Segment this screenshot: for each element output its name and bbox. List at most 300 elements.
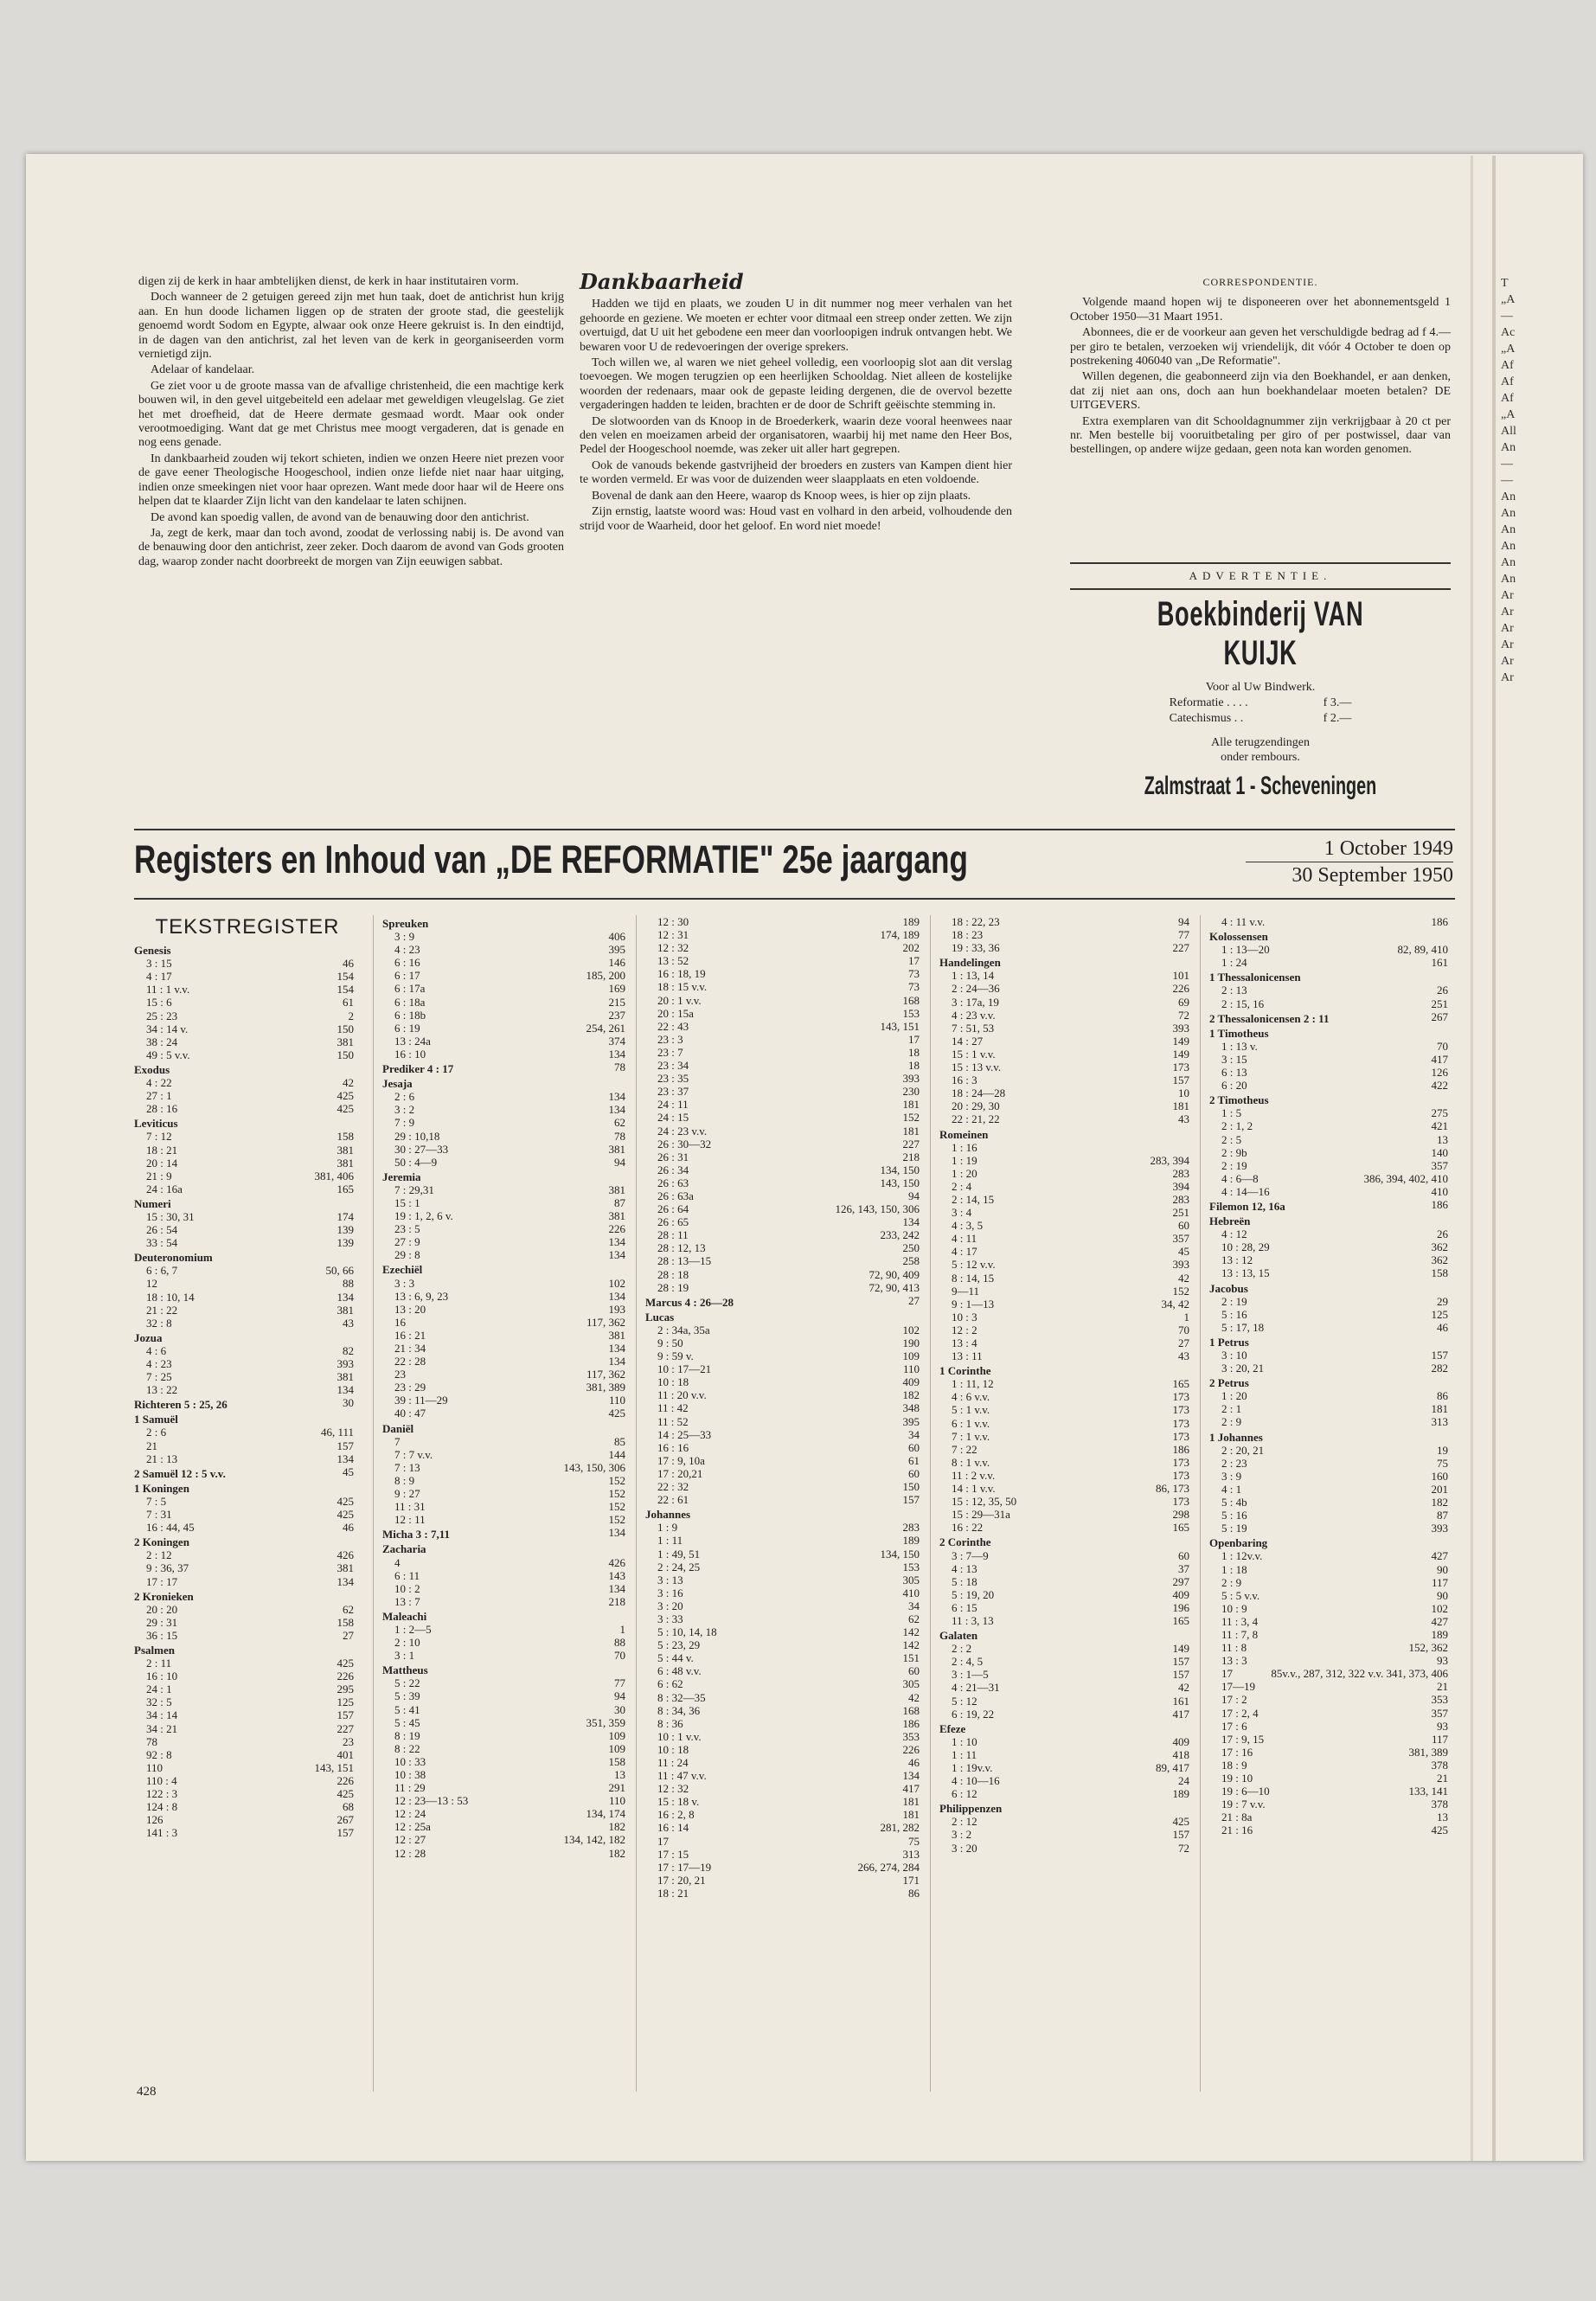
register-entry-row bbox=[645, 1150, 926, 1163]
verse-reference: 2 : 23 bbox=[1221, 1456, 1247, 1470]
verse-reference: 2 : 15, 16 bbox=[1221, 997, 1265, 1010]
page-references: 226 bbox=[902, 1742, 920, 1756]
verse-reference: 11 : 52 bbox=[657, 1414, 689, 1428]
register-entry-row bbox=[1209, 1146, 1455, 1159]
verse-reference: 8 : 22 bbox=[394, 1741, 420, 1755]
verse-reference: 12 : 32 bbox=[657, 1782, 689, 1796]
register-entry-row bbox=[382, 930, 632, 943]
page-references: 158 bbox=[608, 1754, 625, 1768]
verse-reference: 26 : 65 bbox=[657, 1215, 689, 1229]
page-references: 94 bbox=[614, 1689, 625, 1703]
verse-reference: 17 bbox=[657, 1834, 669, 1848]
edge-fragment: Af bbox=[1501, 359, 1514, 372]
verse-reference: 24 : 23 v.v. bbox=[657, 1124, 708, 1138]
register-entry-row bbox=[1209, 1667, 1455, 1680]
verse-reference: 20 : 14 bbox=[146, 1156, 178, 1170]
verse-reference: 5 : 17, 18 bbox=[1221, 1320, 1265, 1334]
verse-reference: 6 : 17 bbox=[394, 969, 420, 983]
paragraph: Volgende maand hopen wij te disponeeren over het abonnementsgeld 1 October 1950—31 Maart 1951. bbox=[1070, 296, 1451, 324]
verse-reference: 16 bbox=[394, 1315, 406, 1329]
register-entry-row bbox=[1209, 1457, 1455, 1470]
verse-reference: 126 bbox=[146, 1813, 163, 1827]
register-entry-row bbox=[382, 996, 632, 1009]
page-references: 134 bbox=[608, 1526, 625, 1540]
register-column bbox=[134, 915, 361, 2092]
verse-reference: 11 : 47 v.v. bbox=[657, 1769, 707, 1783]
page-references: 181 bbox=[902, 1098, 920, 1112]
verse-reference: 11 : 2 v.v. bbox=[952, 1468, 996, 1482]
register-entry-row bbox=[645, 1467, 926, 1480]
page-references: 182 bbox=[1431, 1496, 1448, 1509]
page-references: 34 bbox=[908, 1599, 920, 1612]
register-entry-row bbox=[1209, 1602, 1455, 1615]
register-entry-row bbox=[382, 1035, 632, 1048]
register-entry-row bbox=[382, 1807, 632, 1820]
register-entry-row bbox=[939, 1430, 1196, 1443]
register-book-row bbox=[1209, 1198, 1455, 1213]
register-entry-row bbox=[1209, 1720, 1455, 1733]
page-references: 134 bbox=[337, 1383, 354, 1397]
page-references: 226 bbox=[337, 1773, 354, 1787]
volume-dates bbox=[1246, 836, 1453, 888]
verse-reference: 13 : 6, 9, 23 bbox=[394, 1289, 449, 1303]
register-entry-row bbox=[382, 943, 632, 956]
verse-reference: 28 : 12, 13 bbox=[657, 1241, 706, 1255]
verse-reference: 12 : 23—13 : 53 bbox=[394, 1794, 469, 1808]
page-references: 21 bbox=[1437, 1772, 1448, 1785]
register-entry-row bbox=[134, 1629, 361, 1642]
register-entry-row bbox=[134, 1102, 361, 1115]
register-column bbox=[930, 915, 1196, 2092]
page-references: 357 bbox=[1172, 1232, 1189, 1246]
verse-reference: 17 : 20,21 bbox=[657, 1466, 703, 1480]
page-references: 134 bbox=[608, 1103, 625, 1117]
register-entry-row bbox=[645, 915, 926, 928]
verse-reference: 28 : 18 bbox=[657, 1267, 689, 1281]
page-references: 93 bbox=[1437, 1719, 1448, 1733]
book-name: Jeremia bbox=[382, 1170, 421, 1183]
verse-reference: 6 : 13 bbox=[1221, 1066, 1247, 1080]
page-references: 189 bbox=[1431, 1627, 1448, 1641]
register-entry-row bbox=[645, 1782, 926, 1795]
verse-reference: 2 : 24, 25 bbox=[657, 1560, 701, 1574]
register-entry-row bbox=[382, 1556, 632, 1569]
verse-reference: 16 : 10 bbox=[146, 1670, 178, 1683]
verse-reference: 24 : 15 bbox=[657, 1111, 689, 1125]
register-entry-row bbox=[645, 1349, 926, 1362]
page-references: 94 bbox=[908, 1189, 920, 1202]
book-name: Philippenzen bbox=[939, 1802, 1003, 1816]
page-references: 283 bbox=[1172, 1166, 1189, 1180]
price-item: Catechismus . . bbox=[1169, 712, 1244, 725]
register-entry-row bbox=[939, 1482, 1196, 1495]
verse-reference: 19 : 7 v.v. bbox=[1221, 1798, 1266, 1811]
book-name: Exodus bbox=[134, 1062, 170, 1076]
verse-reference: 21 : 9 bbox=[146, 1169, 172, 1183]
verse-reference: 26 : 30—32 bbox=[657, 1137, 712, 1150]
register-book-row bbox=[382, 1608, 632, 1623]
page-references: 69 bbox=[1178, 995, 1189, 1009]
page-references: 143, 151 bbox=[314, 1760, 354, 1774]
register-entry-row bbox=[645, 1548, 926, 1561]
page-references: 161 bbox=[1431, 956, 1448, 970]
advertisement bbox=[1070, 562, 1451, 801]
verse-reference: 4 : 23 bbox=[394, 943, 420, 957]
page-references: 381 bbox=[337, 1143, 354, 1157]
verse-reference: 13 : 7 bbox=[394, 1594, 420, 1608]
page-references: 82, 89, 410 bbox=[1397, 943, 1448, 957]
page-references: 134 bbox=[608, 1289, 625, 1303]
verse-reference: 15 : 18 v. bbox=[657, 1795, 700, 1809]
book-name: Ezechiël bbox=[382, 1263, 423, 1277]
page-references: 90 bbox=[1437, 1588, 1448, 1602]
verse-reference: 7 : 13 bbox=[394, 1460, 420, 1474]
register-entry-row bbox=[645, 1730, 926, 1743]
register-book-row bbox=[939, 1800, 1196, 1815]
register-entry-row bbox=[382, 1355, 632, 1368]
register-entry-row bbox=[1209, 1240, 1455, 1253]
verse-reference: 17 bbox=[1221, 1667, 1233, 1681]
page-references: 218 bbox=[902, 1150, 920, 1163]
verse-reference: 40 : 47 bbox=[394, 1407, 426, 1420]
page-references: 426 bbox=[608, 1555, 625, 1569]
register-entry-row bbox=[939, 1193, 1196, 1206]
page-references: 185, 200 bbox=[586, 969, 625, 983]
edge-fragment: Af bbox=[1501, 375, 1514, 388]
register-entry-row bbox=[382, 982, 632, 995]
register-book-row bbox=[134, 1534, 361, 1548]
page-references: 181 bbox=[902, 1795, 920, 1809]
register-entry-row bbox=[1209, 1576, 1455, 1589]
register-entry-row bbox=[645, 1375, 926, 1388]
register-book-row bbox=[645, 1309, 926, 1324]
register-entry-row bbox=[939, 941, 1196, 954]
register-column bbox=[373, 915, 632, 2092]
register-entry-row bbox=[134, 1426, 361, 1439]
page-references: 21 bbox=[1437, 1680, 1448, 1694]
page-references: 165 bbox=[1172, 1613, 1189, 1627]
book-name: 2 Kronieken bbox=[134, 1589, 194, 1603]
edge-fragment: „A bbox=[1501, 408, 1516, 421]
register-entry-row bbox=[645, 1362, 926, 1375]
page-references: 117 bbox=[1431, 1732, 1448, 1746]
verse-reference: 6 : 6, 7 bbox=[146, 1264, 178, 1278]
register-entry-row bbox=[939, 1154, 1196, 1167]
verse-reference: 22 : 61 bbox=[657, 1493, 689, 1507]
verse-reference: 21 : 13 bbox=[146, 1452, 178, 1465]
verse-reference: 1 : 5 bbox=[1221, 1106, 1242, 1120]
verse-reference: 14 : 27 bbox=[952, 1034, 984, 1048]
verse-reference: 28 : 13—15 bbox=[657, 1254, 712, 1268]
verse-reference: 21 : 16 bbox=[1221, 1823, 1253, 1837]
register-entry-row bbox=[1209, 997, 1455, 1010]
page-references: 425 bbox=[608, 1407, 625, 1420]
register-entry-row bbox=[1209, 1444, 1455, 1457]
verse-reference: 5 : 41 bbox=[394, 1702, 420, 1716]
verse-reference: 1 : 20 bbox=[1221, 1389, 1247, 1403]
verse-reference: 12 bbox=[146, 1277, 157, 1291]
register-book-row bbox=[134, 1330, 361, 1344]
page-references: 157 bbox=[1172, 1655, 1189, 1669]
register-entry-row bbox=[134, 1748, 361, 1761]
verse-reference: 7 bbox=[394, 1434, 401, 1448]
verse-reference: 2 : 12 bbox=[952, 1815, 977, 1829]
page-references: 173 bbox=[1172, 1455, 1189, 1469]
verse-reference: 21 : 8a bbox=[1221, 1811, 1253, 1824]
page-references: 152 bbox=[608, 1500, 625, 1514]
page-references: 409 bbox=[1172, 1734, 1189, 1748]
verse-reference: 4 : 23 v.v. bbox=[952, 1008, 996, 1022]
verse-reference: 23 : 5 bbox=[394, 1222, 420, 1236]
page-references: 158 bbox=[1431, 1266, 1448, 1280]
register-entry-row bbox=[134, 1035, 361, 1048]
register-entry-row bbox=[939, 1828, 1196, 1841]
verse-reference: 1 : 9 bbox=[657, 1521, 678, 1535]
page-references: 313 bbox=[902, 1847, 920, 1861]
register-entry-row bbox=[134, 1183, 361, 1195]
register-entry-row bbox=[382, 1116, 632, 1129]
verse-reference: 10 : 33 bbox=[394, 1754, 426, 1768]
page-references: 149 bbox=[1172, 1047, 1189, 1061]
verse-reference: 20 : 29, 30 bbox=[952, 1099, 1000, 1113]
register-entry-row bbox=[1209, 1402, 1455, 1415]
verse-reference: 1 : 2—5 bbox=[394, 1622, 432, 1636]
verse-reference: 8 : 1 v.v. bbox=[952, 1455, 990, 1469]
verse-reference: 12 : 32 bbox=[657, 941, 689, 955]
book-name: Efeze bbox=[939, 1721, 966, 1735]
verse-reference: 2 : 11 bbox=[146, 1657, 172, 1670]
verse-reference: 39 : 11—29 bbox=[394, 1394, 448, 1407]
verse-reference: 7 : 5 bbox=[146, 1494, 167, 1508]
register-entry-row bbox=[134, 1157, 361, 1170]
verse-reference: 15 : 13 v.v. bbox=[952, 1061, 1002, 1074]
page-references: 134 bbox=[337, 1574, 354, 1588]
register-book-row bbox=[134, 1195, 361, 1210]
register-entry-row bbox=[382, 1755, 632, 1768]
register-entry-row bbox=[645, 1098, 926, 1111]
book-name: Romeinen bbox=[939, 1127, 989, 1141]
register-entry-row bbox=[645, 1072, 926, 1085]
register-book-row bbox=[134, 1249, 361, 1264]
verse-reference: 2 : 4, 5 bbox=[952, 1655, 984, 1669]
page-references: 161 bbox=[1172, 1694, 1189, 1708]
page-references: 422 bbox=[1431, 1079, 1448, 1093]
page-references: 139 bbox=[337, 1236, 354, 1250]
advert-heading: ADVERTENTIE. bbox=[1189, 569, 1332, 582]
register-entry-row bbox=[1209, 1266, 1455, 1279]
register-entry-row bbox=[1209, 1362, 1455, 1375]
page-references: 70 bbox=[1437, 1039, 1448, 1053]
register-entry-row bbox=[134, 957, 361, 970]
register-entry-row bbox=[645, 1138, 926, 1150]
page-references: 88 bbox=[614, 1636, 625, 1650]
book-name: 2 Samuël 12 : 5 v.v. bbox=[134, 1466, 226, 1480]
register-entry-row bbox=[382, 1342, 632, 1355]
register-entry-row bbox=[939, 1258, 1196, 1271]
page-references: 381 bbox=[337, 1035, 354, 1048]
register-entry-row bbox=[645, 1651, 926, 1664]
page-references: 50, 66 bbox=[325, 1264, 354, 1278]
verse-reference: 11 : 24 bbox=[657, 1756, 689, 1769]
register-entry-row bbox=[134, 1761, 361, 1774]
page-references: 171 bbox=[902, 1873, 920, 1887]
register-entry-row bbox=[382, 1156, 632, 1169]
verse-reference: 2 : 9 bbox=[1221, 1575, 1242, 1589]
edge-fragment: — bbox=[1501, 474, 1513, 487]
page-references: 27 bbox=[908, 1293, 920, 1307]
register-entry-row bbox=[645, 1163, 926, 1176]
edge-fragment: Ar bbox=[1501, 589, 1514, 602]
verse-reference: 4 bbox=[394, 1555, 401, 1569]
book-name: 1 Corinthe bbox=[939, 1364, 991, 1378]
register-entry-row bbox=[382, 1368, 632, 1381]
verse-reference: 5 : 1 v.v. bbox=[952, 1403, 990, 1417]
verse-reference: 16 : 2, 8 bbox=[657, 1808, 695, 1822]
register-book-row bbox=[134, 1642, 361, 1657]
page-references: 165 bbox=[1172, 1521, 1189, 1535]
register-entry-row bbox=[645, 1887, 926, 1900]
page-references: 173 bbox=[1172, 1390, 1189, 1404]
page-references: 226 bbox=[337, 1670, 354, 1683]
register-entry-row bbox=[645, 1874, 926, 1887]
page-references: 26 bbox=[1437, 1227, 1448, 1241]
verse-reference: 5 : 18 bbox=[952, 1574, 977, 1588]
register-entry-row bbox=[382, 1048, 632, 1061]
page-references: 75 bbox=[908, 1834, 920, 1848]
register-entry-row bbox=[645, 1743, 926, 1756]
page-references: 386, 394, 402, 410 bbox=[1363, 1171, 1448, 1185]
verse-reference: 122 : 3 bbox=[146, 1787, 178, 1800]
verse-reference: 1 : 13 v. bbox=[1221, 1039, 1258, 1053]
verse-reference: 2 : 14, 15 bbox=[952, 1192, 995, 1206]
verse-reference: 11 : 29 bbox=[394, 1781, 426, 1795]
register-book-row bbox=[382, 1261, 632, 1276]
page-references: 157 bbox=[337, 1708, 354, 1722]
register-book-row bbox=[939, 954, 1196, 969]
page-references: 251 bbox=[1431, 997, 1448, 1010]
verse-reference: 13 : 22 bbox=[146, 1383, 178, 1397]
page-references: 182 bbox=[608, 1820, 625, 1834]
register-entry-row bbox=[939, 1206, 1196, 1219]
page-references: 27 bbox=[1178, 1336, 1189, 1349]
page-references: 102 bbox=[1431, 1601, 1448, 1615]
verse-reference: 1 : 20 bbox=[952, 1166, 977, 1180]
edge-fragment: Ar bbox=[1501, 671, 1514, 684]
page-references: 134 bbox=[902, 1215, 920, 1229]
register-book-row bbox=[134, 1061, 361, 1076]
book-name: 1 Thessalonicensen bbox=[1209, 971, 1301, 984]
verse-reference: 11 : 20 v.v. bbox=[657, 1388, 707, 1402]
register-entry-row bbox=[134, 1076, 361, 1089]
verse-reference: 3 : 15 bbox=[146, 957, 172, 971]
register-entry-row bbox=[645, 1441, 926, 1454]
register-heading: TEKSTREGISTER bbox=[155, 915, 340, 939]
verse-reference: 2 : 5 bbox=[1221, 1132, 1242, 1146]
page-references: 134 bbox=[337, 1452, 354, 1465]
verse-reference: 5 : 5 v.v. bbox=[1221, 1588, 1260, 1602]
register-entry-row bbox=[939, 1695, 1196, 1708]
register-book-row bbox=[134, 1465, 361, 1480]
register-entry-row bbox=[645, 1574, 926, 1586]
verse-reference: 14 : 1 v.v. bbox=[952, 1482, 996, 1496]
page-references: 381 bbox=[337, 1561, 354, 1575]
page-references: 174, 189 bbox=[880, 928, 920, 942]
verse-reference: 12 : 24 bbox=[394, 1807, 426, 1821]
verse-reference: 2 : 9b bbox=[1221, 1145, 1247, 1159]
register-entry-row bbox=[939, 1035, 1196, 1048]
page-references: 94 bbox=[1178, 915, 1189, 928]
page-references: 152 bbox=[608, 1473, 625, 1487]
page-references: 43 bbox=[1178, 1349, 1189, 1363]
page-references: 196 bbox=[1172, 1600, 1189, 1614]
book-name: Maleachi bbox=[382, 1609, 427, 1623]
register-entry-row bbox=[645, 1769, 926, 1782]
book-name: Deuteronomium bbox=[134, 1251, 213, 1265]
page-references: 425 bbox=[337, 1508, 354, 1522]
edge-fragment: An bbox=[1501, 441, 1516, 454]
verse-reference: 1 : 16 bbox=[952, 1140, 977, 1154]
paragraph: Ja, zegt de kerk, maar dan toch avond, zoodat de verlossing nabij is. De avond van de benauwing door den antichrist, zeer zeker. Doch daarom de avond van Gods grooten dag, waarop zonder nacht doorbreekt de morgen van Zijn eeuwigen sabbat. bbox=[138, 526, 564, 568]
page-references: 150 bbox=[337, 1048, 354, 1061]
book-name: Filemon 12, 16a bbox=[1209, 1199, 1285, 1213]
register-entry-row bbox=[382, 1847, 632, 1860]
page-references: 378 bbox=[1431, 1758, 1448, 1772]
verse-reference: 141 : 3 bbox=[146, 1826, 178, 1840]
verse-reference: 7 : 1 v.v. bbox=[952, 1429, 990, 1443]
verse-reference: 1 : 18 bbox=[1221, 1562, 1247, 1576]
verse-reference: 3 : 9 bbox=[394, 930, 415, 944]
register-entry-row bbox=[134, 1317, 361, 1330]
register-entry-row bbox=[382, 1461, 632, 1474]
register-entry-row bbox=[1209, 1079, 1455, 1092]
book-name: 1 Koningen bbox=[134, 1481, 189, 1495]
page-references: 190 bbox=[902, 1336, 920, 1349]
edge-fragment: — bbox=[1501, 458, 1513, 471]
register-entry-row bbox=[1209, 1549, 1455, 1562]
register-book-row bbox=[939, 1534, 1196, 1548]
register-entry-row bbox=[382, 1248, 632, 1261]
page-references: 152 bbox=[608, 1513, 625, 1527]
register-entry-row bbox=[939, 1417, 1196, 1430]
page-references: 78 bbox=[614, 1061, 625, 1074]
date-to: 30 September 1950 bbox=[1292, 864, 1453, 887]
page-references: 13 bbox=[614, 1768, 625, 1781]
register-entry-row bbox=[382, 1781, 632, 1794]
page-references: 227 bbox=[337, 1721, 354, 1735]
page-references: 87 bbox=[614, 1195, 625, 1209]
register-book-row bbox=[1209, 1535, 1455, 1549]
verse-reference: 2 : 6 bbox=[146, 1426, 167, 1439]
register-entry-row bbox=[382, 1794, 632, 1807]
page-references: 143 bbox=[608, 1568, 625, 1582]
register-entry-row bbox=[1209, 1563, 1455, 1576]
register-entry-row bbox=[1209, 1295, 1455, 1308]
register-entry-row bbox=[939, 1086, 1196, 1099]
page-references: 134 bbox=[608, 1047, 625, 1061]
page-references: 426 bbox=[337, 1548, 354, 1562]
register-entry-row bbox=[134, 1009, 361, 1022]
verse-reference: 5 : 23, 29 bbox=[657, 1638, 701, 1652]
register-entry-row bbox=[134, 1548, 361, 1561]
page-references: 18 bbox=[908, 1059, 920, 1073]
register-entry-row bbox=[645, 1480, 926, 1493]
register-entry-row bbox=[645, 1704, 926, 1717]
page-references: 381 bbox=[608, 1142, 625, 1156]
page-references: 30 bbox=[343, 1396, 354, 1410]
register-entry-row bbox=[645, 1111, 926, 1124]
register-entry-row bbox=[382, 1595, 632, 1608]
page-references: 45 bbox=[1178, 1245, 1189, 1259]
